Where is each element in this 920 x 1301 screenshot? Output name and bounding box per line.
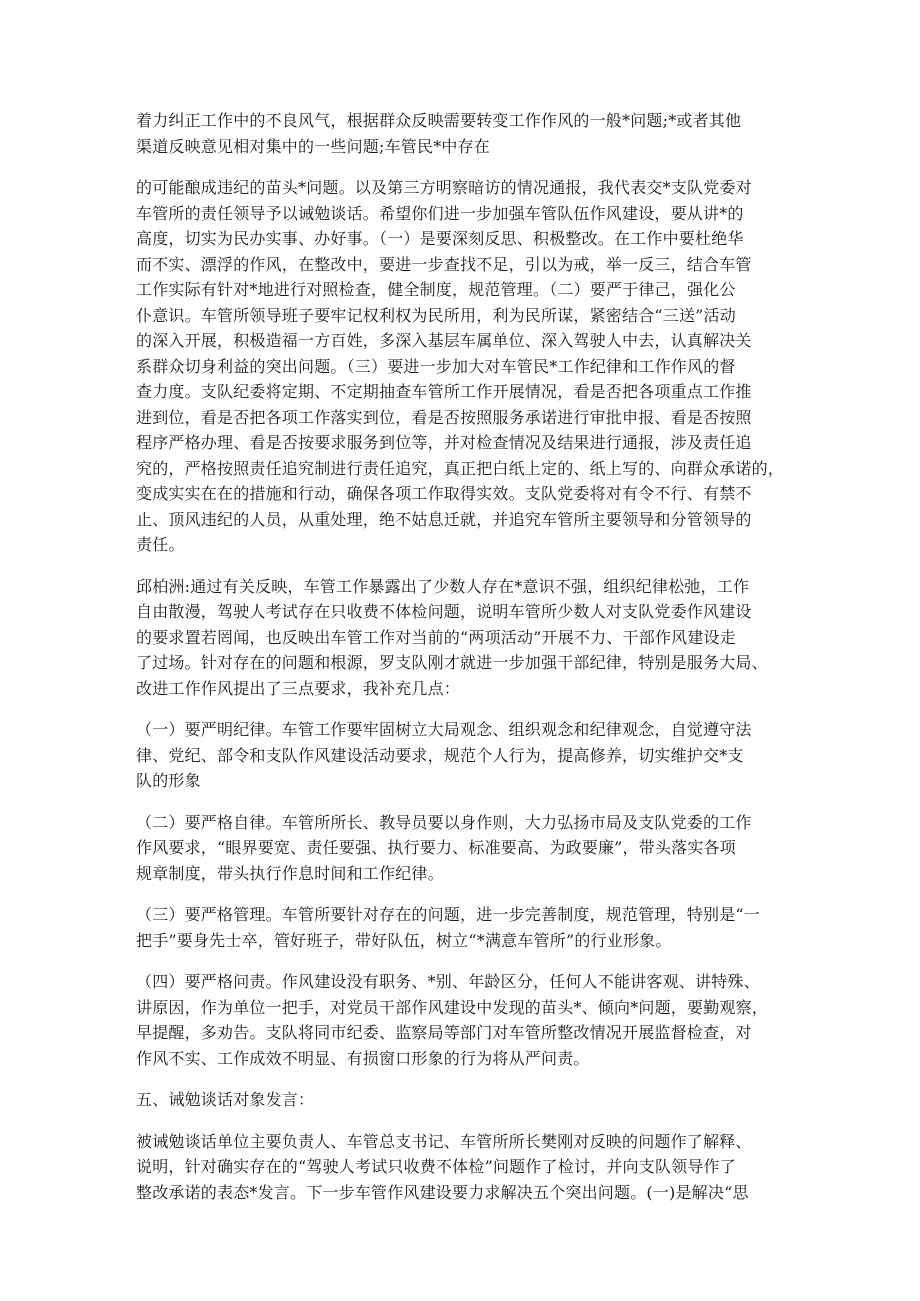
section-heading-five: 五、诫勉谈话对象发言： (136, 1090, 315, 1109)
paragraph-point-three-management: （三）要严格管理。车管所要针对存在的问题，进一步完善制度，规范管理，特别是“一 把手”要身先士卒，管好班子，带好队伍，树立“*满意车管所”的行业形象。 (136, 905, 760, 950)
paragraph-admonition-speech: 的可能酿成违纪的苗头*问题。以及第三方明察暗访的情况通报，我代表交*支队党委对 车管所的责任领导予以诫勉谈话。希望你们进一步加强车管队伍作风建设，要从讲*的 高度，切实为民办实事、办好事。（一）是要深刻反思、积极整改。在工作中要杜绝华 而不实、漂浮的作风，在整改中，要进一步查找不足，引以为戒，举一反三，结合车管 工作实际有针对*地进行对照检查，健全制度，规范管理。（二）要严于律己，强化公 仆意识。车管所领导班子要牢记权利权为民所用，利为民所谋，紧密结合“三送”活动 的深入开展，积极造福一方百姓，多深入基层车属单位、深入驾驶人中去，认真解决关 系群众切身利益的突出问题。（三）要进一步加大对车管民*工作纪律和工作作风的督 查力度。支队纪委将定期、不定期抽查车管所工作开展情况，看是否把各项重点工作推 进到位，看是否把各项工作落实到位，看是否按照服务承诺进行审批申报、看是否按照 程序严格办理、看是否按要求服务到位等，并对检查情况及结果进行通报，涉及责任追 究的，严格按照责任追究制进行责任追究，真正把白纸上定的、纸上写的、向群众承诺的， 变成实实在在的措施和行动，确保各项工作取得实效。支队党委将对有令不行、有禁不 止、顶风违纪的人员，从重处理，绝不姑息迁就，并追究车管所主要领导和分管领导的 责任。 (136, 178, 785, 554)
paragraph-point-one-discipline: （一）要严明纪律。车管工作要牢固树立大局观念、组织观念和纪律观念，自觉遵守法 律、党纪、部令和支队作风建设活动要求，规范个人行为，提高修养，切实维护交*支 队的形象 (136, 720, 752, 790)
paragraph-intro-continued: 着力纠正工作中的不良风气，根据群众反映需要转变工作作风的一般*问题;*或者其他 渠道反映意见相对集中的一些问题;车管民*中存在 (136, 111, 742, 156)
paragraph-response-statement: 被诫勉谈话单位主要负责人、车管总支书记、车管所所长樊刚对反映的问题作了解释、 说明，针对确实存在的“驾驶人考试只收费不体检”问题作了检讨，并向支队领导作了 整改承诺的表态*发言。下一步车管作风建设要力求解决五个突出问题。(一)是解决“思 (136, 1131, 752, 1202)
document-page (136, 108, 786, 1221)
paragraph-point-two-self-discipline: （二）要严格自律。车管所所长、教导员要以身作则，大力弘扬市局及支队党委的工作 作风要求，“眼界要宽、责任要强、执行要力、标准要高、为政要廉”，带头落实各项 规章制度，带头执行作息时间和工作纪律。 (136, 812, 752, 883)
paragraph-qiu-bozhou-remarks: 邱柏洲:通过有关反映，车管工作暴露出了少数人存在*意识不强，组织纪律松弛，工作 自由散漫，驾驶人考试存在只收费不体检问题，说明车管所少数人对支队党委作风建设 的要求置若罔闻，也反映出车管工作对当前的“两项活动”开展不力、干部作风建设走 了过场。针对存在的问题和根源，罗支队刚才就进一步加强干部纪律，特别是服务大局、 改进工作作风提出了三点要求，我补充几点： (136, 576, 768, 698)
paragraph-point-four-accountability: （四）要严格问责。作风建设没有职务、*别、年龄区分，任何人不能讲客观、讲特殊、 讲原因，作为单位一把手，对党员干部作风建设中发现的苗头*、倾向*问题，要勤观察， 早提醒，多劝告。支队将同市纪委、监察局等部门对车管所整改情况开展监督检查，对 作风不实、工作成效不明显、有损窗口形象的行为将从严问责。 (136, 972, 769, 1068)
